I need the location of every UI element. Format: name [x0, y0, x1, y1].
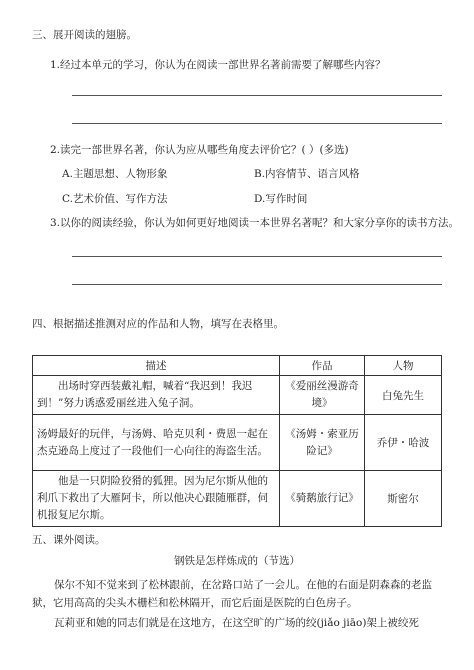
section-5-heading: 五、课外阅读。 — [32, 534, 106, 546]
table-row — [33, 471, 442, 527]
row-description: 他是一只阴险狡猾的狐狸。因为尼尔斯从他的利爪下救出了大雁阿卡，所以他决心跟随雁群，伺机报复尼尔斯。 — [33, 471, 280, 527]
option-c: C.艺术价值、写作方法 — [62, 193, 168, 205]
option-b: B.内容情节、语言风格 — [254, 168, 360, 180]
row-work[interactable]: 《汤姆・索亚历险记》 — [280, 415, 365, 471]
row-work[interactable]: 《骑鹅旅行记》 — [280, 471, 365, 527]
row-character[interactable]: 乔伊・哈波 — [365, 415, 442, 471]
passage-line: 保尔不知不觉来到了松林跟前，在岔路口站了一会儿。在他的右面是阴森森的老监 — [54, 579, 432, 591]
answer-line[interactable] — [72, 284, 442, 285]
row-work[interactable]: 《爱丽丝漫游奇境》 — [280, 376, 365, 415]
option-d: D.写作时间 — [254, 193, 308, 205]
section-3-heading: 三、展开阅读的翅膀。 — [32, 29, 137, 41]
answer-line[interactable] — [72, 256, 442, 257]
question-1: 1.经过本单元的学习，你认为在阅读一部世界名著前需要了解哪些内容？ — [50, 59, 386, 71]
section-4-heading: 四、根据描述推测对应的作品和人物，填写在表格里。 — [32, 318, 284, 330]
answer-line[interactable] — [72, 123, 442, 124]
option-a: A.主题思想、人物形象 — [62, 168, 168, 180]
header-character: 人物 — [365, 356, 442, 376]
row-description: 汤姆最好的玩伴，与汤姆、哈克贝利・费恩一起在杰克逊岛上度过了一段他们一心向往的海盗生活。 — [33, 415, 280, 471]
passage-line: 狱，它用高高的尖头木栅栏和松林隔开，而它后面是医院的白色房子。 — [32, 597, 358, 609]
table-row — [33, 415, 442, 471]
row-description: 出场时穿西装戴礼帽，喊着“我迟到！我迟到！”努力诱惑爱丽丝进入兔子洞。 — [33, 376, 280, 415]
row-character[interactable]: 白兔先生 — [365, 376, 442, 415]
passage-line: 瓦莉亚和她的同志们就是在这地方，在这空旷的广场的绞(jiǎo jiāo)架上被绞死 — [54, 617, 419, 629]
works-characters-table — [32, 355, 442, 527]
table-row — [33, 376, 442, 415]
question-2: 2.读完一部世界名著，你认为应从哪些角度去评价它？( ）(多选) — [50, 144, 349, 156]
header-work: 作品 — [280, 356, 365, 376]
answer-line[interactable] — [72, 95, 442, 96]
row-character[interactable]: 斯密尔 — [365, 471, 442, 527]
question-3: 3.以你的阅读经验，你认为如何更好地阅读一本世界名著呢？和大家分享你的读书方法。 — [50, 217, 460, 229]
header-description: 描述 — [33, 356, 280, 376]
table-header-row — [33, 356, 442, 376]
passage-title: 钢铁是怎样炼成的（节选） — [174, 555, 300, 567]
